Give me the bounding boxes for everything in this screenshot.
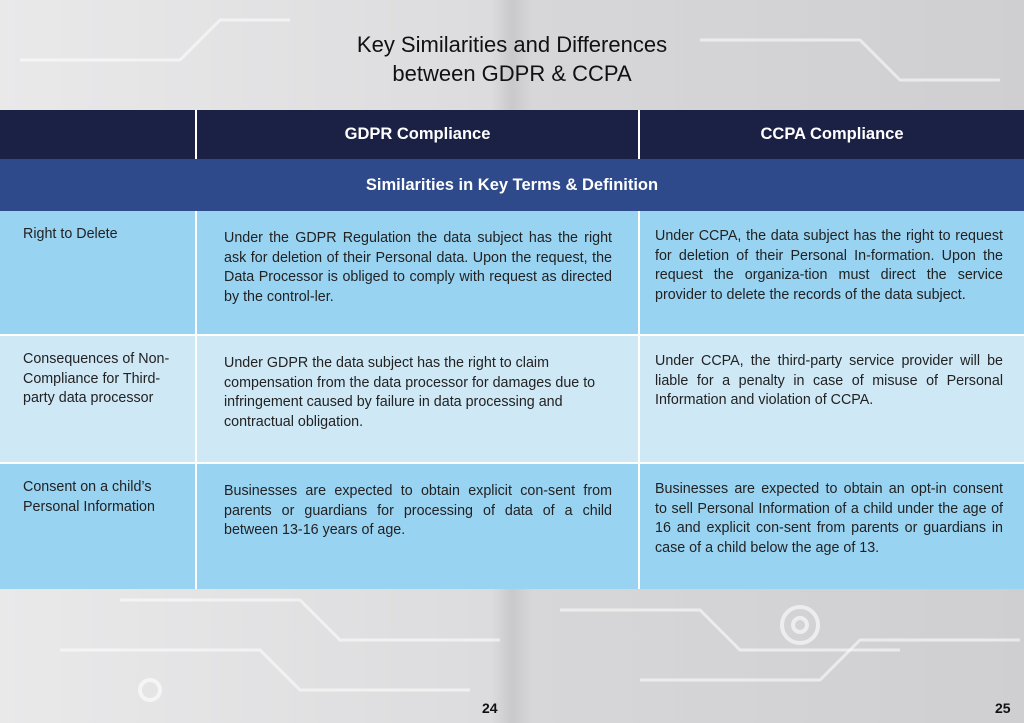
table-row <box>0 335 1024 463</box>
gdpr-cell: Under the GDPR Regulation the data subject has the right ask for deletion of their Personal data. Upon the request, the Data Processor is obliged to comply with request as directed by the control-ler. <box>196 211 639 335</box>
header-gdpr: GDPR Compliance <box>196 110 639 159</box>
table-row <box>0 211 1024 335</box>
title-line-1: Key Similarities and Differences <box>356 32 668 57</box>
gdpr-cell: Under GDPR the data subject has the right to claim compensation from the data processor for damages due to infringement caused by failure in data processing and contractual obligation. <box>196 335 639 463</box>
table-header-row <box>0 110 1024 159</box>
page-number-right: 25 <box>995 700 1011 716</box>
table-subheader-row <box>0 159 1024 211</box>
page-number-left: 24 <box>482 700 498 716</box>
ccpa-cell: Businesses are expected to obtain an opt-in consent to sell Personal Information of a child under the age of 16 and explicit con-sent from parents or guardians in case of a child below the age of 13. <box>639 463 1024 589</box>
gdpr-cell: Businesses are expected to obtain explicit con-sent from parents or guardians for processing of data of a child between 13-16 years of age. <box>196 463 639 589</box>
row-label: Consent on a child’s Personal Information <box>0 463 196 589</box>
ccpa-cell: Under CCPA, the data subject has the right to request for deletion of their Personal In-formation. Upon the request the organiza-tion must direct the service provider to delete the records of the data subject. <box>639 211 1024 335</box>
row-label: Consequences of Non-Compliance for Third-party data processor <box>0 335 196 463</box>
header-ccpa: CCPA Compliance <box>639 110 1024 159</box>
page-title <box>0 30 1024 88</box>
ccpa-cell: Under CCPA, the third-party service provider will be liable for a penalty in case of misuse of Personal Information and violation of CCPA. <box>639 335 1024 463</box>
comparison-table <box>0 110 1024 589</box>
table-row <box>0 463 1024 589</box>
row-label: Right to Delete <box>0 211 196 335</box>
subheader-similarities: Similarities in Key Terms & Definition <box>0 159 1024 211</box>
header-empty-cell <box>0 110 196 159</box>
title-line-2: between GDPR & CCPA <box>392 61 632 86</box>
